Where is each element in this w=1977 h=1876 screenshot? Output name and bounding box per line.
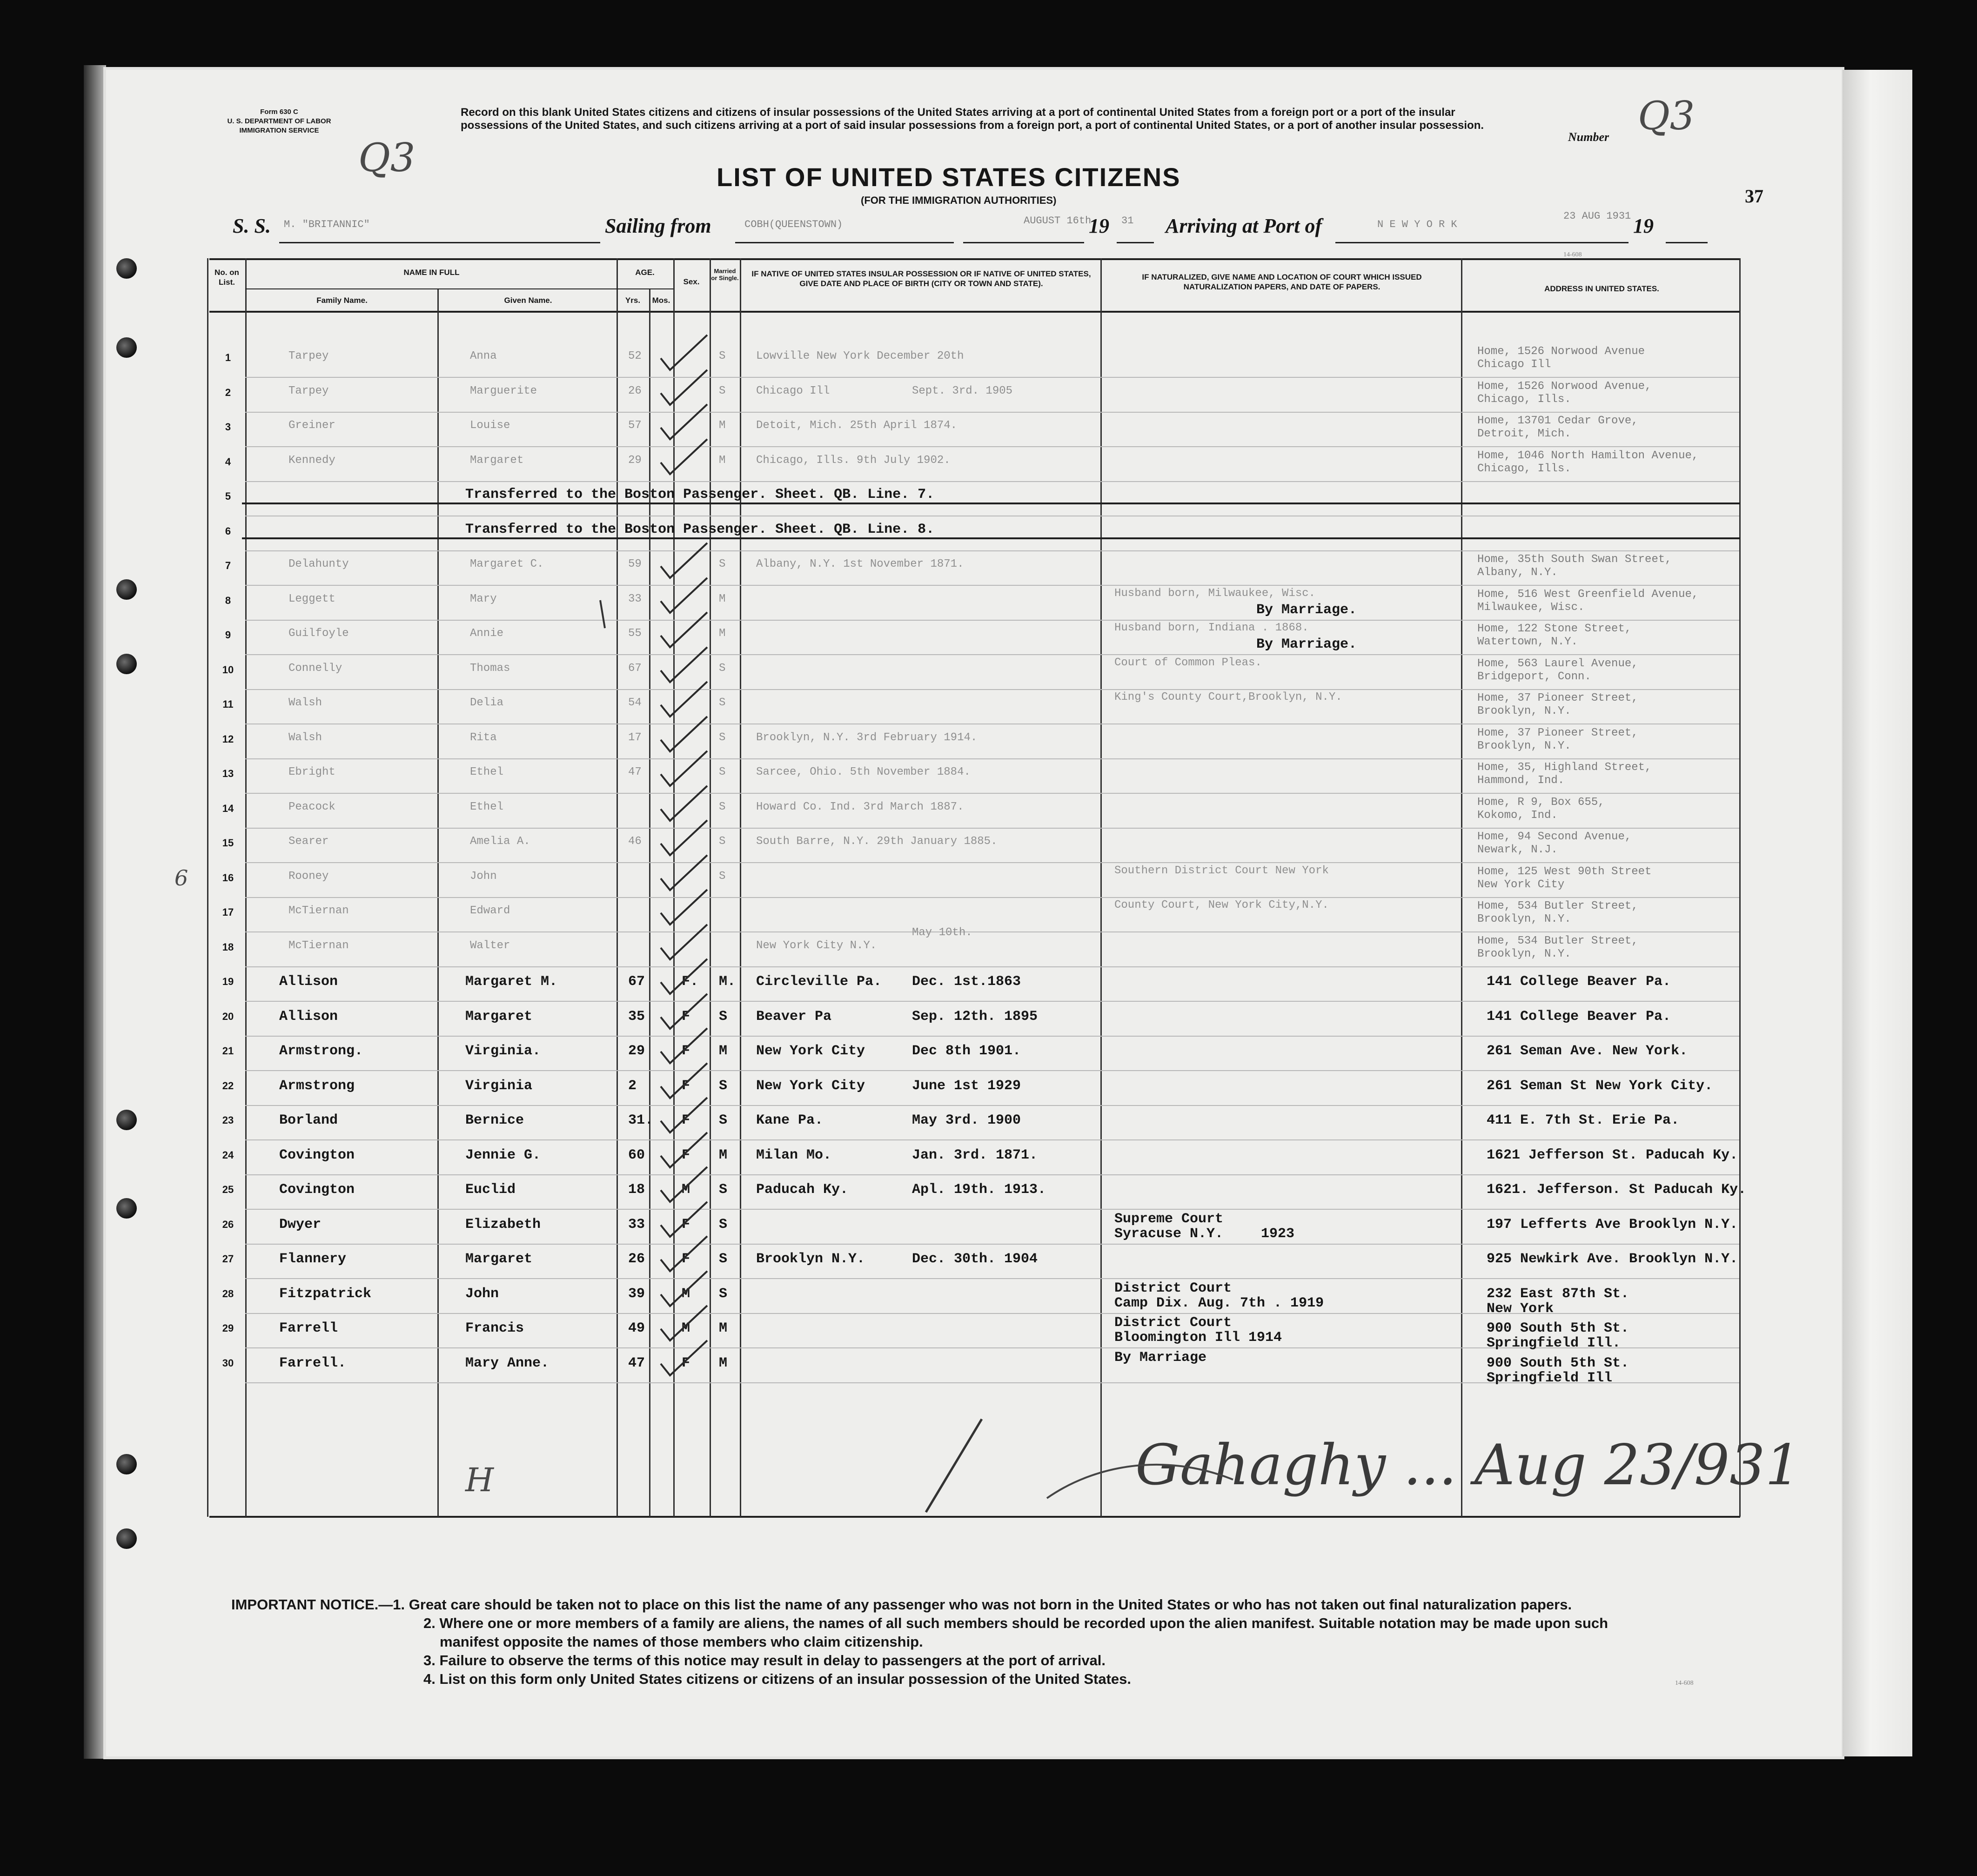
notice-heading [231,1596,1572,1614]
address-line-1: Home, 534 Butler Street, [1477,935,1638,947]
row-number: 2 [225,387,231,398]
family-name: Allison [279,1009,338,1025]
address-line-1: 925 Newkirk Ave. Brooklyn N.Y. [1487,1251,1738,1267]
given-name: John [465,1286,499,1302]
married-single: S [719,662,726,675]
address-line-1: 900 South 5th St. [1487,1355,1629,1371]
age-years: 60 [628,1147,645,1163]
address-line-1: Home, 563 Laurel Avenue, [1477,657,1638,670]
pen-stroke [926,1419,982,1512]
address-line-1: 900 South 5th St. [1487,1320,1629,1336]
address-line-1: Home, 516 West Greenfield Avenue, [1477,588,1699,601]
birth-date: Sep. 12th. 1895 [912,1009,1038,1025]
address-line-2: New York [1487,1301,1554,1317]
married-single: S [719,1251,728,1267]
married-single: M [719,1355,728,1371]
age-years: 67 [628,974,645,990]
row-number: 22 [222,1080,234,1092]
sex: M [682,1286,690,1302]
year-end: 19 [1633,214,1654,237]
col-header-birth: IF NATIVE OF UNITED STATES INSULAR POSSESSION OR IF NATIVE OF UNITED STATES, GIVE DATE AND PLACE OF BIRTH (CITY OR TOWN AND STATE). [751,269,1091,288]
year-suffix: 31 [1121,215,1134,227]
col-header-address: ADDRESS IN UNITED STATES. [1544,284,1659,293]
birth-date: Dec. 1st.1863 [912,974,1021,990]
given-name: Louise [470,419,510,432]
age-years: 59 [628,558,642,570]
birth-date: Jan. 3rd. 1871. [912,1147,1038,1163]
address-line-1: 197 Lefferts Ave Brooklyn N.Y. [1487,1217,1738,1233]
given-name: Francis [465,1320,524,1336]
notice-label: IMPORTANT NOTICE. [231,1596,379,1613]
given-name: Margaret M. [465,974,558,990]
row-number: 4 [225,456,231,468]
address-line-1: Home, 122 Stone Street, [1477,623,1632,635]
address-line-1: 1621 Jefferson St. Paducah Ky. [1487,1147,1738,1163]
number-value: Q3 [1638,93,1695,139]
address-line-1: Home, 1526 Norwood Avenue, [1477,380,1652,393]
address-line-2: Brooklyn, N.Y. [1477,913,1571,925]
given-name: Euclid [465,1182,516,1198]
family-name: Connelly [288,662,342,675]
birth-place: South Barre, N.Y. 29th January 1885. [756,835,998,848]
age-years: 35 [628,1009,645,1025]
married-single: M [719,419,726,432]
birth-place: Circleville Pa. [756,974,882,990]
row-number: 9 [225,629,231,641]
naturalization-court: District Court [1114,1315,1232,1331]
address-line-1: Home, 35, Highland Street, [1477,761,1652,774]
col-header-naturalized: IF NATURALIZED, GIVE NAME AND LOCATION OF COURT WHICH ISSUED NATURALIZATION PAPERS, AND DATE OF PAPERS. [1142,273,1422,291]
service-name: IMMIGRATION SERVICE [239,127,319,134]
birth-place: New York City [756,1043,865,1059]
address-line-2: Detroit, Mich. [1477,428,1571,440]
department-name: U. S. DEPARTMENT OF LABOR [227,117,331,125]
row-number: 13 [222,768,234,779]
age-years: 31. [628,1112,654,1128]
family-name: Armstrong. [279,1043,363,1059]
address-line-2: Bridgeport, Conn. [1477,670,1591,683]
margin-mark: 6 [174,865,188,891]
family-name: Kennedy [288,454,335,467]
address-line-2: Milwaukee, Wisc. [1477,601,1585,614]
naturalization-detail: By Marriage. [1256,602,1357,618]
address-line-1: Home, 35th South Swan Street, [1477,553,1672,566]
age-years: 26 [628,1251,645,1267]
birth-place: Albany, N.Y. 1st November 1871. [756,558,964,570]
row-number: 6 [225,525,231,537]
married-single: S [719,731,726,744]
age-years: 29 [628,1043,645,1059]
married-single: M [719,1043,728,1059]
address-line-2: Chicago, Ills. [1477,393,1571,406]
family-name: Allison [279,974,338,990]
col-header-age: AGE. [635,268,655,277]
married-single: S [719,870,726,883]
col-header-no: No. on List. [214,268,239,287]
col-header-yrs: Yrs. [625,296,641,305]
family-name: Farrell [279,1320,338,1336]
address-line-2: Newark, N.J. [1477,844,1558,856]
family-name: Rooney [288,870,329,883]
naturalization-court: Husband born, Indiana . 1868. [1114,622,1309,634]
ss-label: S. S. [233,214,271,237]
arrival-date-stamp: 23 AUG 1931 [1563,210,1631,222]
family-name: Leggett [288,593,335,605]
birth-date: May 10th. [912,926,972,939]
address-line-1: 1621. Jefferson. St Paducah Ky. [1487,1182,1747,1198]
age-years: 17 [628,731,642,744]
given-name: Marguerite [470,385,537,397]
sailing-date: AUGUST 16th [1024,215,1092,227]
record-instructions: Record on this blank United States citizens and citizens of insular possessions of the United States arriving at a port of continental United States from a foreign port or a port of the insular possessions of the United States, and such citizens arriving at a port of said insular possessions from a foreign port, a port of continental United States, or a port of another insular possession. [461,106,1484,132]
married-single: S [719,558,726,570]
row-number: 10 [222,664,234,676]
family-name: Flannery [279,1251,347,1267]
address-line-1: Home, 534 Butler Street, [1477,900,1638,912]
naturalization-court: Supreme Court [1114,1211,1224,1227]
page-subtitle: (FOR THE IMMIGRATION AUTHORITIES) [861,194,1057,206]
arrival-port: N E W Y O R K [1377,219,1457,230]
arriving-label: Arriving at Port of [1166,214,1322,237]
handwritten-reference: Q3 [358,135,416,181]
address-line-1: 141 College Beaver Pa. [1487,1009,1671,1025]
given-name: Margaret C. [470,558,544,570]
given-name: Mary Anne. [465,1355,550,1371]
married-single: S [719,385,726,397]
address-line-1: Home, 1526 Norwood Avenue [1477,345,1645,358]
address-line-1: 232 East 87th St. [1487,1286,1629,1302]
form-code-top: 14-608 [1563,251,1582,258]
family-name: Farrell. [279,1355,347,1371]
notice-item-2b: manifest opposite the names of those members who claim citizenship. [440,1634,923,1650]
age-years: 2 [628,1078,637,1094]
family-name: Armstrong [279,1078,355,1094]
row-number: 8 [225,595,231,606]
birth-place: Howard Co. Ind. 3rd March 1887. [756,801,964,813]
birth-date: Apl. 19th. 1913. [912,1182,1046,1198]
family-name: Guilfoyle [288,627,349,640]
row-number: 17 [222,906,234,918]
address-line-1: Home, 37 Pioneer Street, [1477,692,1638,704]
married-single: S [719,801,726,813]
naturalization-court: County Court, New York City,N.Y. [1114,899,1329,911]
year-prefix: 19 [1089,214,1109,237]
row-number: 3 [225,421,231,433]
sex: F [682,1112,690,1128]
family-name: Covington [279,1147,355,1163]
birth-place: New York City [756,1078,865,1094]
birth-place: Kane Pa. [756,1112,824,1128]
age-years: 18 [628,1182,645,1198]
sailing-label: Sailing from [605,214,711,237]
age-years: 47 [628,766,642,778]
age-years: 26 [628,385,642,397]
age-years: 67 [628,662,642,675]
naturalization-court: By Marriage [1114,1350,1207,1366]
family-name: Fitzpatrick [279,1286,372,1302]
family-name: Greiner [288,419,335,432]
family-name: Ebright [288,766,335,778]
address-line-1: 411 E. 7th St. Erie Pa. [1487,1112,1680,1128]
col-header-family: Family Name. [316,296,368,305]
family-name: Tarpey [288,350,329,362]
address-line-1: Home, 125 West 90th Street [1477,865,1652,878]
age-years: 54 [628,697,642,709]
number-label: Number [1568,130,1609,144]
col-header-given: Given Name. [504,296,552,305]
naturalization-court: District Court [1114,1280,1232,1296]
age-years: 33 [628,593,642,605]
sex: F. [682,974,699,990]
family-name: Walsh [288,731,322,744]
birth-place: Brooklyn, N.Y. 3rd February 1914. [756,731,978,744]
form-code-bottom: 14-608 [1675,1680,1694,1687]
row-number: 23 [222,1114,234,1126]
family-name: Peacock [288,801,335,813]
birth-place: Brooklyn N.Y. [756,1251,865,1267]
address-line-2: Springfield Ill. [1487,1335,1621,1351]
birth-date: Dec 8th 1901. [912,1043,1021,1059]
given-name: Edward [470,904,510,917]
married-single: M [719,593,726,605]
birth-place: Beaver Pa [756,1009,832,1025]
row-number: 16 [222,872,234,884]
row-number: 19 [222,976,234,987]
given-name: Ethel [470,766,504,778]
given-name: Rita [470,731,497,744]
family-name: Borland [279,1112,338,1128]
given-name: Virginia. [465,1043,541,1059]
birth-place: Milan Mo. [756,1147,832,1163]
address-line-1: 261 Seman Ave. New York. [1487,1043,1688,1059]
age-years: 49 [628,1320,645,1336]
naturalization-year: 1923 [1261,1226,1295,1242]
address-line-2: Watertown, N.Y. [1477,636,1578,648]
birth-place: New York City N.Y. [756,939,877,952]
col-header-name: NAME IN FULL [403,268,460,277]
address-line-1: Home, 1046 North Hamilton Avenue, [1477,449,1699,462]
age-years: 47 [628,1355,645,1371]
sex: M [682,1182,690,1198]
row-number: 1 [225,352,231,363]
naturalization-court: Southern District Court New York [1114,864,1329,877]
given-name: Ethel [470,801,504,813]
married-single: M [719,1147,728,1163]
notice-item-2: 2. Where one or more members of a family are aliens, the names of all such members should be recorded upon the alien manifest. Suitable notation may be made upon such [423,1615,1608,1631]
given-name: Anna [470,350,497,362]
given-name: Amelia A. [470,835,530,848]
handwritten-initials: H [465,1461,494,1499]
given-name: Elizabeth [465,1217,541,1233]
family-name: Tarpey [288,385,329,397]
sex: F [682,1043,690,1059]
married-single: S [719,1217,728,1233]
married-single: S [719,697,726,709]
bracket-stroke [600,600,605,628]
naturalization-detail: Syracuse N.Y. [1114,1226,1224,1242]
married-single: M [719,627,726,640]
married-single: S [719,766,726,778]
age-years: 39 [628,1286,645,1302]
married-single: S [719,1078,728,1094]
family-name: Dwyer [279,1217,322,1233]
age-years: 46 [628,835,642,848]
family-name: Delahunty [288,558,349,570]
row-number: 15 [222,837,234,849]
given-name: Annie [470,627,504,640]
age-years: 52 [628,350,642,362]
age-years: 57 [628,419,642,432]
birth-place: Paducah Ky. [756,1182,849,1198]
page-title: LIST OF UNITED STATES CITIZENS [717,162,1181,192]
given-name: Margaret [470,454,524,467]
form-number: Form 630 C [260,108,298,116]
address-line-1: Home, 13701 Cedar Grove, [1477,415,1638,427]
address-line-2: New York City [1477,878,1565,891]
row-number: 11 [222,698,234,710]
birth-date: Dec. 30th. 1904 [912,1251,1038,1267]
address-line-1: Home, R 9, Box 655, [1477,796,1605,809]
address-line-2: Chicago, Ills. [1477,462,1571,475]
sex: M [682,1320,690,1336]
naturalization-court: Court of Common Pleas. [1114,657,1262,669]
family-name: McTiernan [288,904,349,917]
page-number: 37 [1745,186,1763,207]
row-number: 20 [222,1011,234,1022]
inspector-signature: Gahaghy ... Aug 23/931 [1135,1433,1801,1498]
given-name: Jennie G. [465,1147,541,1163]
transfer-note: Transferred to the Boston Passenger. Sheet. QB. Line. 7. [465,487,935,502]
naturalization-court: King's County Court,Brooklyn, N.Y. [1114,691,1342,704]
row-number: 21 [222,1045,234,1057]
family-name: Covington [279,1182,355,1198]
married-single: M. [719,974,736,990]
sex: F [682,1355,690,1371]
sailing-port: COBH(QUEENSTOWN) [744,219,843,230]
address-line-2: Brooklyn, N.Y. [1477,705,1571,717]
given-name: Delia [470,697,504,709]
given-name: Bernice [465,1112,524,1128]
married-single: S [719,835,726,848]
age-years: 29 [628,454,642,467]
birth-date: May 3rd. 1900 [912,1112,1021,1128]
given-name: Thomas [470,662,510,675]
address-line-1: Home, 94 Second Avenue, [1477,831,1632,843]
transfer-note: Transferred to the Boston Passenger. Sheet. QB. Line. 8. [465,522,935,537]
given-name: Virginia [465,1078,533,1094]
family-name: McTiernan [288,939,349,952]
address-line-2: Albany, N.Y. [1477,566,1558,579]
address-line-1: Home, 37 Pioneer Street, [1477,727,1638,739]
row-number: 5 [225,490,231,502]
age-years: 55 [628,627,642,640]
address-line-2: Hammond, Ind. [1477,774,1565,787]
address-line-1: 141 College Beaver Pa. [1487,974,1671,990]
naturalization-detail: Bloomington Ill 1914 [1114,1330,1282,1346]
address-line-1: 261 Seman St New York City. [1487,1078,1713,1094]
address-line-2: Springfield Ill [1487,1370,1613,1386]
row-number: 14 [222,803,234,814]
family-name: Searer [288,835,329,848]
birth-place: Chicago, Ills. 9th July 1902. [756,454,951,467]
row-number: 7 [225,560,231,571]
notice-item-1: —1. Great care should be taken not to place on this list the name of any passenger who was not born in the United States or who has not taken out final naturalization papers. [378,1596,1572,1613]
notice-item-3: 3. Failure to observe the terms of this notice may result in delay to passengers at the port of arrival. [423,1652,1106,1668]
row-number: 25 [222,1184,234,1195]
col-header-mos: Mos. [652,296,670,305]
given-name: John [470,870,497,883]
age-years: 33 [628,1217,645,1233]
birth-date: June 1st 1929 [912,1078,1021,1094]
naturalization-court: Husband born, Milwaukee, Wisc. [1114,587,1316,600]
birth-place: Detoit, Mich. 25th April 1874. [756,419,958,432]
address-line-2: Kokomo, Ind. [1477,809,1558,822]
given-name: Walter [470,939,510,952]
sex: F [682,1078,690,1094]
col-header-sex: Sex. [683,277,700,286]
family-name: Walsh [288,697,322,709]
birth-place: Lowville New York December 20th [756,350,964,362]
row-number: 12 [222,733,234,745]
married-single: M [719,454,726,467]
row-number: 29 [222,1322,234,1334]
naturalization-detail: Camp Dix. Aug. 7th . 1919 [1114,1295,1324,1311]
row-number: 30 [222,1357,234,1369]
row-number: 28 [222,1288,234,1300]
sex: F [682,1147,690,1163]
married-single: S [719,1182,728,1198]
sex: F [682,1217,690,1233]
notice-item-4: 4. List on this form only United States citizens or citizens of an insular possession of the United States. [423,1671,1131,1687]
married-single: M [719,1320,728,1336]
col-header-married: Married or Single. [711,268,739,281]
sex: F [682,1009,690,1025]
naturalization-detail: By Marriage. [1256,636,1357,652]
birth-date: Sept. 3rd. 1905 [912,385,1013,397]
birth-place: Chicago Ill [756,385,830,397]
row-number: 24 [222,1149,234,1161]
address-line-2: Brooklyn, N.Y. [1477,948,1571,960]
given-name: Margaret [465,1251,533,1267]
address-line-2: Chicago Ill [1477,358,1551,371]
row-number: 26 [222,1219,234,1230]
row-number: 27 [222,1253,234,1265]
address-line-2: Brooklyn, N.Y. [1477,740,1571,752]
birth-place: Sarcee, Ohio. 5th November 1884. [756,766,971,778]
married-single: S [719,1286,728,1302]
sex: F [682,1251,690,1267]
married-single: S [719,350,726,362]
given-name: Mary [470,593,497,605]
ship-name: M. "BRITANNIC" [284,219,370,230]
married-single: S [719,1112,728,1128]
given-name: Margaret [465,1009,533,1025]
signature-flourish [1047,1465,1233,1498]
row-number: 18 [222,941,234,953]
married-single: S [719,1009,728,1025]
